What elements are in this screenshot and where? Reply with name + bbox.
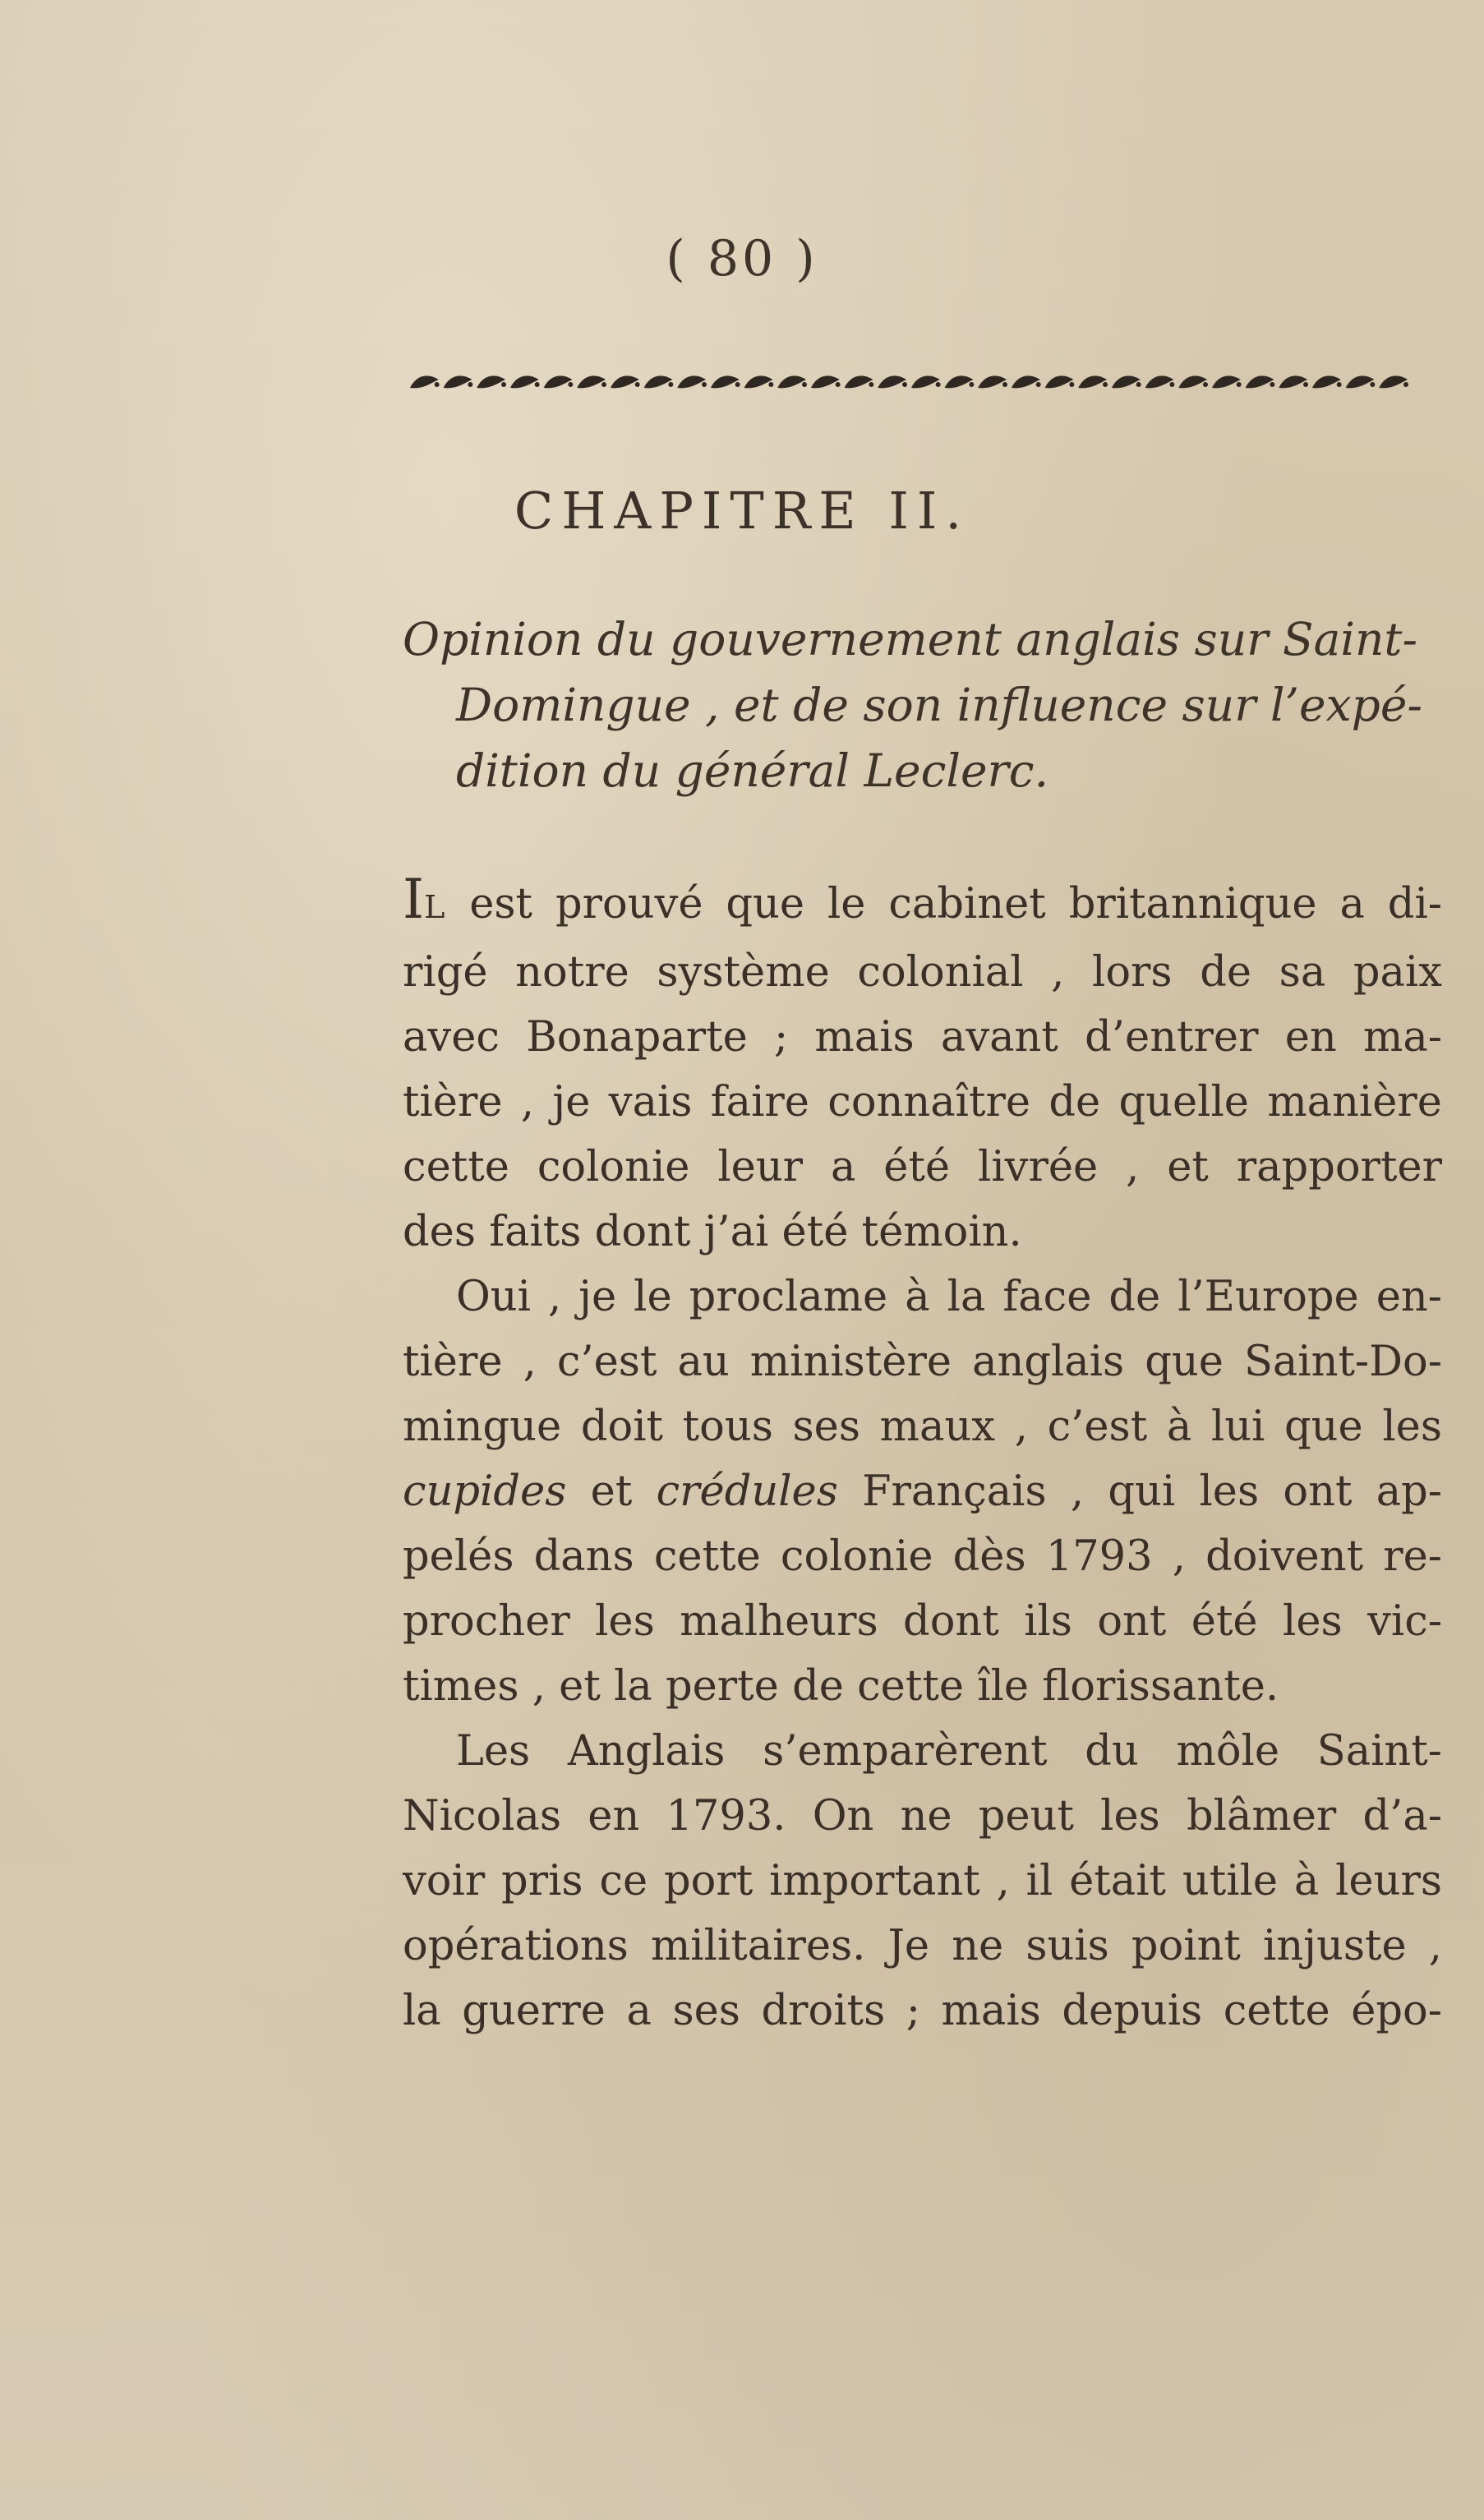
ornament-dot	[535, 382, 540, 387]
ornament-leaf	[644, 375, 673, 388]
body-line-text: est prouvé que le cabinet britannique a di-	[446, 880, 1442, 928]
drop-cap: I	[403, 868, 425, 931]
ornament-dot	[1270, 382, 1274, 387]
ornament-leaf	[1279, 375, 1307, 388]
body-line-text: et	[566, 1467, 657, 1516]
ornament-leaf	[410, 375, 439, 388]
body-line: Les Anglais s’emparèrent du môle Saint-	[456, 1727, 1442, 1776]
ornament-leaf	[544, 375, 573, 388]
body-line: opérations militaires. Je ne suis point injuste ,	[403, 1922, 1442, 1970]
ornament-dot	[768, 382, 773, 387]
summary-line-1: Opinion du gouvernement anglais sur Saint-	[403, 613, 1418, 666]
body-line: tière , je vais faire connaître de quelle manière	[403, 1078, 1442, 1126]
ornament-leaf	[611, 375, 639, 388]
ornament-dot	[1002, 382, 1007, 387]
ornament-leaf	[1312, 375, 1341, 388]
ornament-dot	[501, 382, 506, 387]
ornament-leaf	[444, 375, 472, 388]
ornament-leaf	[878, 375, 906, 388]
ornament-dot	[1203, 382, 1208, 387]
ornament-dot	[1370, 382, 1375, 387]
body-line: des faits dont j’ai été témoin.	[403, 1208, 1022, 1256]
body-text	[403, 867, 1442, 2043]
ornament-leaf	[711, 375, 740, 388]
ornament-leaf	[577, 375, 606, 388]
ornament-dot	[435, 382, 440, 387]
ornament-dot	[568, 382, 573, 387]
page-number: ( 80 )	[666, 230, 818, 288]
ornamental-rule	[408, 368, 1411, 399]
italic-word: crédules	[656, 1467, 838, 1516]
body-line	[403, 867, 1442, 940]
ornament-leaf	[1379, 375, 1408, 388]
body-line: Oui , je le proclame à la face de l’Europe en-	[456, 1273, 1442, 1321]
body-line: pelés dans cette colonie dès 1793 , doivent re-	[403, 1532, 1442, 1581]
ornament-dot	[668, 382, 673, 387]
ornament-dot	[1337, 382, 1342, 387]
ornament-leaf	[744, 375, 773, 388]
body-line: tière , c’est au ministère anglais que Saint-Do-	[403, 1338, 1442, 1386]
ornament-leaf	[911, 375, 940, 388]
body-line: mingue doit tous ses maux , c’est à lui que les	[403, 1403, 1442, 1451]
ornament-leaf	[1078, 375, 1107, 388]
ornament-dot	[1237, 382, 1242, 387]
ornament-dot	[1403, 382, 1408, 387]
body-line: voir pris ce port important , il était utile à leurs	[403, 1857, 1442, 1905]
ornament-dot	[1103, 382, 1108, 387]
ornament-leaf	[1112, 375, 1141, 388]
ornament-dot	[1169, 382, 1174, 387]
ornament-dot	[869, 382, 873, 387]
ornament-leaf	[945, 375, 974, 388]
body-line: procher les malheurs dont ils ont été les vic-	[403, 1597, 1442, 1646]
ornament-leaf	[1012, 375, 1040, 388]
body-line: cette colonie leur a été livrée , et rapporter	[403, 1143, 1442, 1191]
ornament-dot	[969, 382, 974, 387]
ornament-leaf	[811, 375, 840, 388]
body-line: avec Bonaparte ; mais avant d’entrer en ma-	[403, 1013, 1442, 1062]
ornament-leaf	[777, 375, 806, 388]
body-line-text: Français , qui les ont ap-	[837, 1467, 1442, 1516]
ornament-leaf	[978, 375, 1007, 388]
ornament-leaf	[1145, 375, 1174, 388]
ornament-leaf	[1045, 375, 1074, 388]
ornament-dot	[1136, 382, 1141, 387]
ornament-dot	[836, 382, 841, 387]
ornament-leaf	[845, 375, 873, 388]
ornament-dot	[1036, 382, 1041, 387]
ornament-dot	[702, 382, 707, 387]
ornament-dot	[1069, 382, 1074, 387]
body-line: times , et la perte de cette île florissante.	[403, 1662, 1279, 1711]
ornament-dot	[735, 382, 740, 387]
ornament-leaf	[1246, 375, 1274, 388]
small-caps: L	[424, 889, 447, 925]
italic-word: cupides	[403, 1467, 567, 1516]
ornament-leaf	[477, 375, 505, 388]
body-line: rigé notre système colonial , lors de sa paix	[403, 948, 1442, 997]
chapter-title: CHAPITRE II.	[514, 481, 970, 541]
ornament-leaf	[677, 375, 706, 388]
ornament-leaf	[1346, 375, 1375, 388]
ornament-dot	[936, 382, 941, 387]
ornament-dot	[1303, 382, 1308, 387]
body-line	[403, 1459, 1442, 1524]
chapter-summary	[403, 606, 1446, 804]
ornament-leaf	[1178, 375, 1207, 388]
ornament-dot	[468, 382, 472, 387]
ornament-leaf	[510, 375, 539, 388]
ornament-dot	[601, 382, 606, 387]
ornament-dot	[802, 382, 807, 387]
ornament-leaf	[1212, 375, 1241, 388]
body-line: Nicolas en 1793. On ne peut les blâmer d’a-	[403, 1792, 1442, 1840]
body-line: la guerre a ses droits ; mais depuis cette épo-	[403, 1987, 1442, 2035]
ornament-dot	[635, 382, 640, 387]
summary-line-3: dition du général Leclerc.	[456, 744, 1049, 797]
ornament-dot	[902, 382, 907, 387]
summary-line-2: Domingue , et de son influence sur l’expé-	[456, 679, 1422, 731]
